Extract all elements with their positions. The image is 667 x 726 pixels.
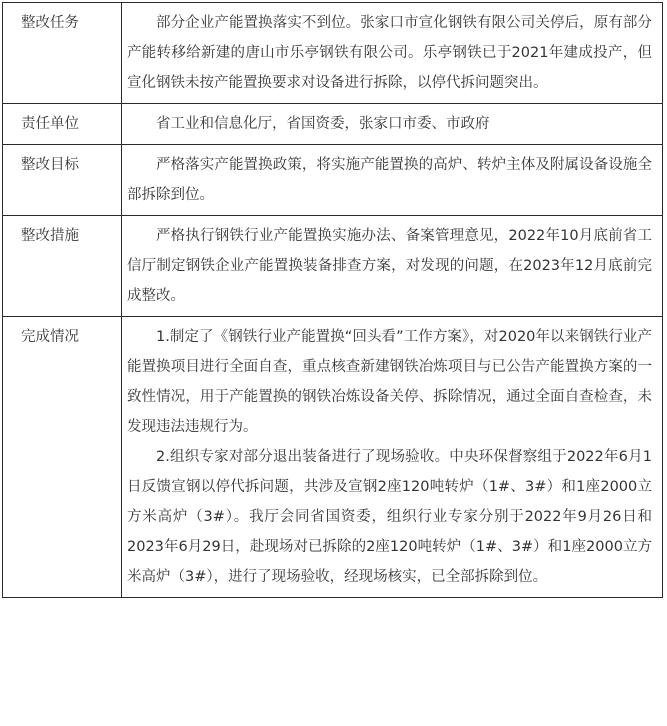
row-label-task: 整改任务 <box>3 3 122 104</box>
row-label-completion: 完成情况 <box>3 317 122 598</box>
table-row <box>3 3 663 104</box>
completion-paragraph-1: 1.制定了《钢铁行业产能置换“回头看”工作方案》，对2020年以来钢铁行业产能置换项目进行全面自查，重点核查新建钢铁冶炼项目与已公告产能置换方案的一致性情况，用于产能置换的钢铁冶炼设备关停、拆除情况，通过全面自查检查，未发现违法违规行为。 <box>127 329 652 435</box>
row-content-responsible-unit: 省工业和信息化厅，省国资委，张家口市委、市政府 <box>122 104 663 145</box>
row-content-completion <box>122 317 663 598</box>
table-row <box>3 317 663 598</box>
table-row <box>3 104 663 145</box>
row-content-goal: 严格落实产能置换政策，将实施产能置换的高炉、转炉主体及附属设备设施全部拆除到位。 <box>122 145 663 216</box>
table-row <box>3 216 663 317</box>
row-label-measures: 整改措施 <box>3 216 122 317</box>
row-content-measures: 严格执行钢铁行业产能置换实施办法、备案管理意见，2022年10月底前省工信厅制定钢铁企业产能置换装备排查方案，对发现的问题，在2023年12月底前完成整改。 <box>122 216 663 317</box>
rectification-table <box>2 2 663 598</box>
table-row <box>3 145 663 216</box>
row-label-responsible-unit: 责任单位 <box>3 104 122 145</box>
row-label-goal: 整改目标 <box>3 145 122 216</box>
row-content-task: 部分企业产能置换落实不到位。张家口市宣化钢铁有限公司关停后，原有部分产能转移给新建的唐山市乐亭钢铁有限公司。乐亭钢铁已于2021年建成投产，但宣化钢铁未按产能置换要求对设备进行拆除，以停代拆问题突出。 <box>122 3 663 104</box>
completion-paragraph-2: 2.组织专家对部分退出装备进行了现场验收。中央环保督察组于2022年6月1日反馈宣钢以停代拆问题，共涉及宣钢2座120吨转炉（1#、3#）和1座2000立方米高炉（3#）。我厅会同省国资委，组织行业专家分别于2022年9月26日和2023年6月29日，赴现场对已拆除的2座120吨转炉（1#、3#）和1座2000立方米高炉（3#），进行了现场验收，经现场核实，已全部拆除到位。 <box>127 449 652 585</box>
